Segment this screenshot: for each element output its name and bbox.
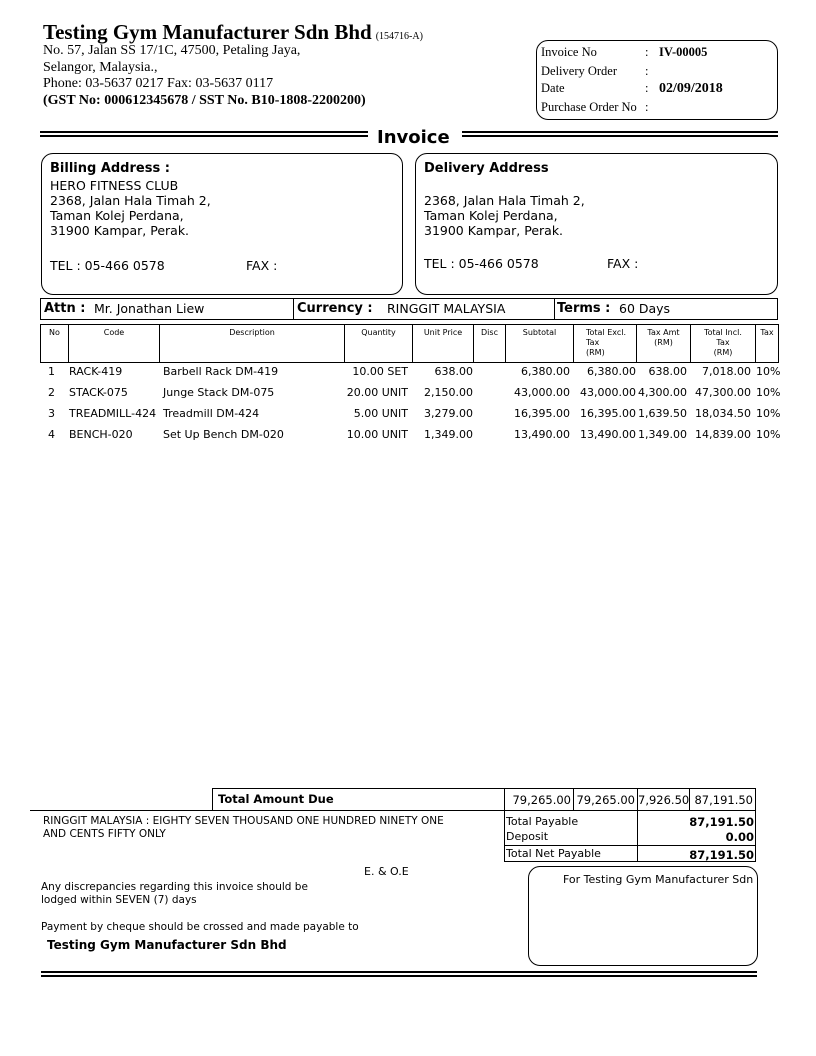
total-tax-amt: 7,926.50 [638,793,690,807]
row-unit-price: 638.00 [434,365,473,378]
attn-label: Attn : [44,301,86,316]
company-name [43,20,423,45]
header-total-incl-line1: Total Incl. [704,328,742,337]
attn-value: Mr. Jonathan Liew [94,301,205,316]
row-quantity: 10.00 UNIT [346,428,408,441]
total-net-payable-label: Total Net Payable [506,847,601,860]
attn-row [40,298,778,320]
eoe-text: E. & O.E [364,865,409,878]
header-tax-amt-line1: Tax Amt [647,328,680,337]
row-total-incl: 7,018.00 [702,365,751,378]
row-tax: 10% [756,428,781,441]
header-total-incl-line3: (RM) [713,348,733,357]
delivery-line-2: Taman Kolej Perdana, [424,208,558,223]
billing-line-4: 31900 Kampar, Perak. [50,223,190,238]
totals-net-top-line [504,845,756,846]
row-unit-price: 2,150.00 [424,386,473,399]
delivery-order-colon: : [645,64,649,78]
header-code: Code [103,328,125,337]
row-total-incl: 47,300.00 [695,386,751,399]
totals-vline [212,788,213,810]
title-bar-left-bottom [40,135,368,137]
header-description: Description [229,328,275,337]
date-value: 02/09/2018 [659,81,723,96]
table-row [40,365,780,386]
total-amount-due-label: Total Amount Due [218,792,334,806]
row-description: Barbell Rack DM-419 [163,365,279,378]
po-colon: : [645,100,649,114]
title-bar-left-top [40,131,368,133]
document-title: Invoice [377,127,450,148]
billing-line-3: Taman Kolej Perdana, [50,208,184,223]
invoice-no-colon: : [645,45,649,59]
row-no: 3 [48,407,55,420]
invoice-no-label: Invoice No [541,45,597,59]
row-description: Junge Stack DM-075 [163,386,275,399]
row-total-excl: 43,000.00 [580,386,636,399]
row-description: Set Up Bench DM-020 [163,428,284,441]
row-code: RACK-419 [69,365,123,378]
total-subtotal: 79,265.00 [512,793,571,807]
totals-mid-line [30,810,756,811]
discrepancy-note: Any discrepancies regarding this invoice should be lodged within SEVEN (7) days [41,881,308,906]
terms-value: 60 Days [619,301,671,316]
row-subtotal: 6,380.00 [521,365,570,378]
row-quantity: 10.00 SET [352,365,408,378]
deposit-label: Deposit [506,830,549,843]
company-address-line1: No. 57, Jalan SS 17/1C, 47500, Petaling Jaya, [43,43,301,58]
row-tax-amt: 4,300.00 [638,386,687,399]
row-subtotal: 43,000.00 [514,386,570,399]
title-bar-right-top [462,131,778,133]
header-total-excl [574,325,636,362]
total-payable-label: Total Payable [506,815,579,828]
items-table-header [40,324,779,363]
delivery-fax: FAX : [607,256,639,271]
table-row [40,386,780,407]
currency-value: RINGGIT MALAYSIA [387,301,506,316]
payee-name: Testing Gym Manufacturer Sdn Bhd [47,938,287,952]
row-total-incl: 14,839.00 [695,428,751,441]
po-label: Purchase Order No [541,100,637,114]
header-tax-amt-line2: (RM) [654,338,673,347]
table-row [40,428,780,449]
row-quantity: 5.00 UNIT [353,407,408,420]
row-unit-price: 1,349.00 [424,428,473,441]
billing-line-1: HERO FITNESS CLUB [50,178,179,193]
company-reg-no: (154716-A) [375,31,423,42]
row-total-incl: 18,034.50 [695,407,751,420]
row-code: BENCH-020 [69,428,133,441]
header-tax-amt [637,325,690,362]
attn-divider-1 [293,299,294,319]
delivery-heading: Delivery Address [424,161,549,176]
billing-fax: FAX : [246,258,278,273]
row-no: 1 [48,365,55,378]
company-tax-numbers: (GST No: 000612345678 / SST No. B10-1808-2200200) [43,93,366,108]
attn-divider-2 [554,299,555,319]
totals-top-line [212,788,756,789]
row-description: Treadmill DM-424 [163,407,260,420]
row-subtotal: 16,395.00 [514,407,570,420]
row-no: 2 [48,386,55,399]
date-row [541,81,723,97]
signature-box [528,866,758,966]
delivery-tel: TEL : 05-466 0578 [424,256,539,271]
header-tax: Tax [760,328,774,337]
header-subtotal: Subtotal [522,328,557,337]
company-name-text: Testing Gym Manufacturer Sdn Bhd [43,20,372,44]
footer-bar-bottom [41,975,757,977]
po-row [541,100,659,115]
delivery-line-1: 2368, Jalan Hala Timah 2, [424,193,585,208]
total-excl: 79,265.00 [576,793,635,807]
signature-caption: For Testing Gym Manufacturer Sdn [563,873,754,886]
header-total-excl-line1: Total Excl. [586,328,627,337]
row-tax: 10% [756,386,781,399]
amount-in-words: RINGGIT MALAYSIA : EIGHTY SEVEN THOUSAND ONE HUNDRED NINETY ONE AND CENTS FIFTY ONLY [43,815,444,840]
title-bar-right-bottom [462,135,778,137]
currency-label: Currency : [297,301,373,316]
invoice-no-value: IV-00005 [659,45,708,59]
company-phone: Phone: 03-5637 0217 Fax: 03-5637 0117 [43,76,274,91]
row-quantity: 20.00 UNIT [346,386,408,399]
header-total-incl-line2: Tax [716,338,730,347]
header-total-excl-line3: (RM) [586,348,605,357]
row-total-excl: 13,490.00 [580,428,636,441]
row-tax-amt: 1,349.00 [638,428,687,441]
row-total-excl: 16,395.00 [580,407,636,420]
header-quantity: Quantity [361,328,396,337]
row-tax-amt: 638.00 [648,365,687,378]
company-address-line2: Selangor, Malaysia., [43,60,158,75]
delivery-order-label: Delivery Order [541,64,618,78]
header-total-excl-line2: Tax [586,338,600,347]
totals-vline [755,788,756,862]
delivery-order-row [541,64,659,79]
header-no: No [49,328,60,337]
total-net-payable-value: 87,191.50 [689,848,754,862]
row-tax: 10% [756,407,781,420]
terms-label: Terms : [557,301,611,316]
invoice-no-row [541,45,707,60]
header-disc: Disc [481,328,498,337]
billing-tel: TEL : 05-466 0578 [50,258,165,273]
date-label: Date [541,81,565,95]
deposit-value: 0.00 [725,830,754,844]
header-total-incl [691,325,755,362]
row-total-excl: 6,380.00 [587,365,636,378]
row-code: TREADMILL-424 [69,407,157,420]
row-code: STACK-075 [69,386,128,399]
date-colon: : [645,81,649,95]
footer-bar-top [41,971,757,973]
billing-heading: Billing Address : [50,161,170,176]
cheque-note: Payment by cheque should be crossed and made payable to [41,921,359,933]
header-unit-price: Unit Price [423,328,463,337]
billing-line-2: 2368, Jalan Hala Timah 2, [50,193,211,208]
total-payable-value: 87,191.50 [689,815,754,829]
row-no: 4 [48,428,55,441]
invoice-info-box [536,40,778,120]
delivery-line-3: 31900 Kampar, Perak. [424,223,564,238]
row-tax-amt: 1,639.50 [638,407,687,420]
row-unit-price: 3,279.00 [424,407,473,420]
row-subtotal: 13,490.00 [514,428,570,441]
row-tax: 10% [756,365,781,378]
total-incl: 87,191.50 [694,793,753,807]
table-row [40,407,780,428]
